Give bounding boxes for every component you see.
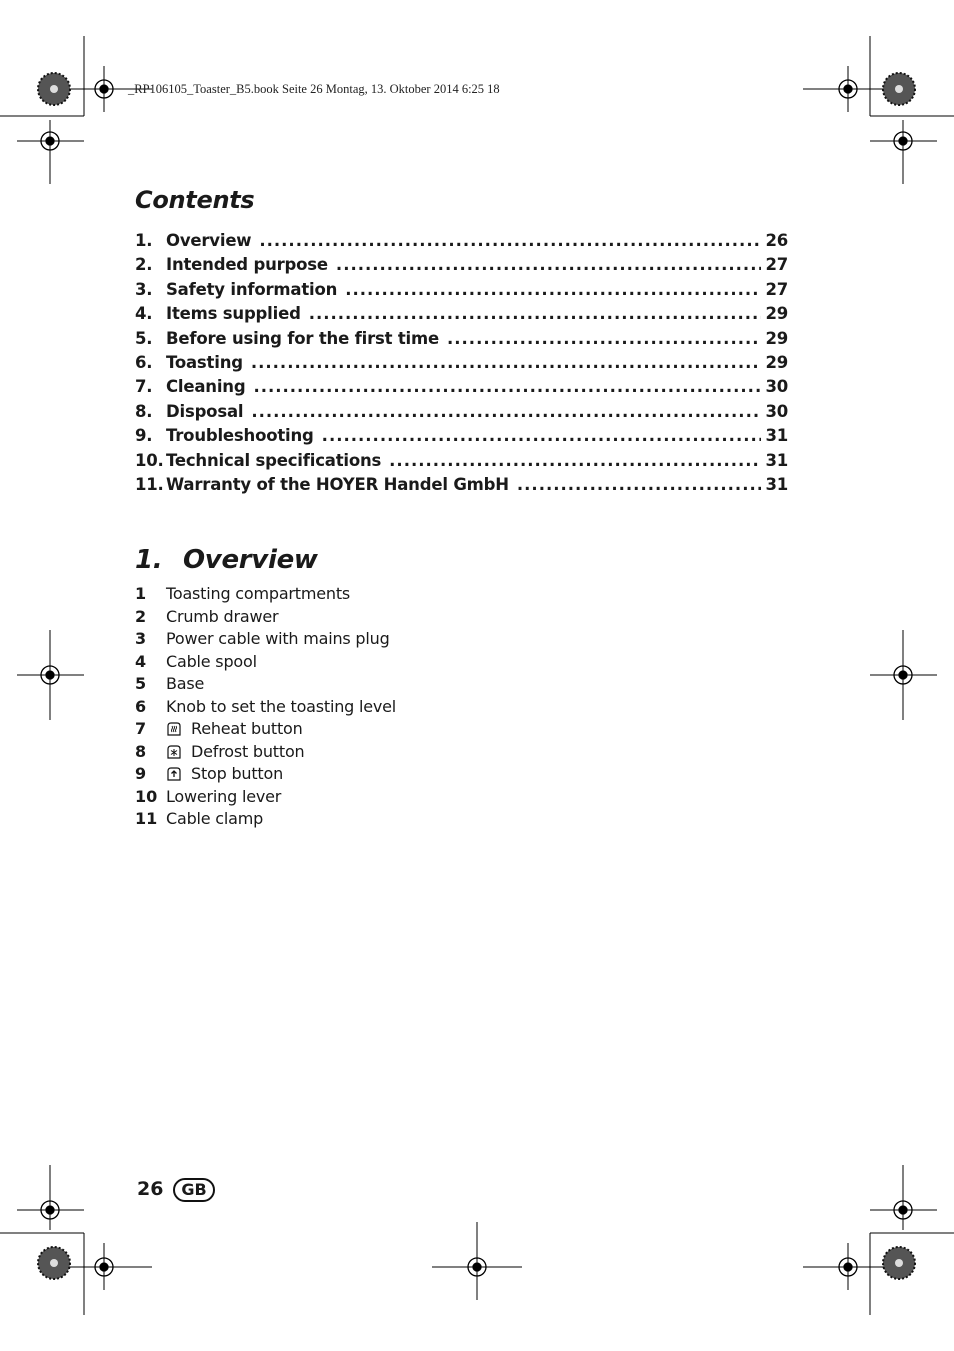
overview-item-number: 4	[135, 651, 147, 671]
page-number: 26	[137, 1178, 164, 1200]
overview-item-label: Reheat button	[191, 719, 303, 738]
toc-leader-dots	[517, 475, 762, 494]
toc-entry-title: Intended purpose	[166, 255, 328, 275]
toc-entry[interactable]	[135, 377, 788, 401]
overview-item-label: Cable clamp	[166, 809, 264, 828]
toc-entry-page: 31	[765, 450, 788, 470]
overview-item	[135, 674, 396, 697]
toc-leader-dots	[389, 451, 761, 470]
toc-entry[interactable]	[135, 353, 788, 377]
toc-entry-page: 31	[765, 474, 788, 494]
overview-item	[135, 652, 396, 675]
toc-entry-page: 29	[765, 352, 788, 372]
toc-entry-title: Troubleshooting	[166, 426, 314, 446]
overview-item-number: 8	[135, 741, 147, 761]
toc-entry-number: 4.	[135, 304, 153, 324]
overview-heading-title: Overview	[183, 545, 318, 575]
language-badge: GB	[173, 1178, 215, 1202]
overview-item	[135, 764, 396, 787]
print-file-header: _RP106105_Toaster_B5.book Seite 26 Montag, 13. Oktober 2014 6:25 18	[128, 82, 500, 96]
toc-entry[interactable]	[135, 329, 788, 353]
overview-item	[135, 697, 396, 720]
toc-entry[interactable]	[135, 426, 788, 450]
toc-entry[interactable]	[135, 451, 788, 475]
toc-entry-title: Items supplied	[166, 304, 301, 324]
overview-parts-list	[135, 584, 396, 832]
overview-item-label-wrap	[166, 697, 396, 716]
toc-entry-number: 5.	[135, 328, 153, 348]
toc-entry[interactable]	[135, 402, 788, 426]
overview-item-number: 7	[135, 719, 147, 738]
toc-entry-title: Disposal	[166, 401, 244, 421]
toc-entry-page: 30	[765, 401, 788, 421]
toc-entry-title: Before using for the first time	[166, 328, 439, 348]
overview-item-number: 11	[135, 809, 158, 828]
overview-item	[135, 607, 396, 630]
overview-item-label-wrap	[166, 652, 257, 671]
overview-item-label: Lowering lever	[166, 786, 282, 806]
overview-item-label-wrap	[166, 742, 304, 761]
toc-entry-title: Overview	[166, 231, 252, 250]
overview-item-label: Defrost button	[191, 741, 305, 761]
overview-item	[135, 742, 396, 765]
toc-entry-page: 29	[765, 328, 788, 348]
reheat-icon	[166, 720, 182, 736]
overview-item-number: 6	[135, 696, 147, 716]
overview-item	[135, 629, 396, 652]
overview-item-number: 3	[135, 629, 147, 648]
overview-item-label-wrap	[166, 764, 283, 783]
overview-item-label-wrap	[166, 719, 303, 738]
toc-entry[interactable]	[135, 231, 788, 255]
toc-entry-number: 1.	[135, 231, 153, 250]
overview-heading-number: 1.	[135, 545, 163, 575]
toc-leader-dots	[447, 329, 761, 348]
overview-item-label: Crumb drawer	[166, 606, 279, 626]
overview-item	[135, 584, 396, 607]
table-of-contents	[135, 231, 788, 499]
toc-entry-number: 10.	[135, 450, 164, 470]
overview-item-label: Base	[166, 674, 205, 693]
overview-item-label-wrap	[166, 629, 390, 648]
overview-item-label: Power cable with mains plug	[166, 629, 390, 648]
toc-entry-page: 27	[765, 279, 788, 299]
toc-entry[interactable]	[135, 304, 788, 328]
overview-item-label: Knob to set the toasting level	[166, 696, 397, 716]
toc-entry-number: 2.	[135, 255, 153, 275]
stop-icon	[166, 765, 182, 781]
toc-entry-title: Warranty of the HOYER Handel GmbH	[166, 474, 509, 494]
toc-leader-dots	[251, 353, 762, 372]
overview-item	[135, 787, 396, 810]
toc-entry-page: 31	[765, 426, 788, 446]
toc-entry-number: 11.	[135, 474, 164, 494]
overview-item-label: Stop button	[191, 764, 284, 783]
overview-item-number: 10	[135, 786, 158, 806]
overview-item	[135, 719, 396, 742]
toc-entry-title: Safety information	[166, 279, 338, 299]
overview-item-label: Cable spool	[166, 651, 257, 671]
overview-item-number: 5	[135, 674, 147, 693]
overview-item-number: 1	[135, 584, 147, 603]
toc-leader-dots	[345, 280, 761, 299]
overview-item-label-wrap	[166, 787, 281, 806]
overview-item	[135, 809, 396, 832]
overview-item-label-wrap	[166, 674, 204, 693]
toc-entry-title: Toasting	[166, 352, 243, 372]
overview-item-label-wrap	[166, 809, 263, 828]
toc-entry-number: 7.	[135, 377, 153, 397]
toc-leader-dots	[251, 402, 761, 421]
toc-entry-page: 27	[765, 255, 788, 275]
overview-item-number: 2	[135, 606, 147, 626]
toc-leader-dots	[336, 255, 762, 274]
overview-item-label-wrap	[166, 584, 350, 603]
toc-entry[interactable]	[135, 475, 788, 499]
toc-entry-page: 30	[765, 377, 788, 397]
toc-entry-number: 8.	[135, 401, 153, 421]
toc-entry[interactable]	[135, 280, 788, 304]
toc-entry-number: 6.	[135, 352, 153, 372]
toc-leader-dots	[322, 426, 762, 445]
toc-leader-dots	[259, 231, 761, 250]
toc-leader-dots	[309, 304, 762, 323]
toc-entry-page: 26	[765, 231, 788, 250]
toc-entry-title: Cleaning	[166, 377, 246, 397]
overview-item-number: 9	[135, 764, 147, 783]
toc-leader-dots	[253, 377, 761, 396]
toc-entry-page: 29	[765, 304, 788, 324]
overview-item-label: Toasting compartments	[166, 584, 351, 603]
defrost-icon	[166, 743, 182, 759]
toc-entry[interactable]	[135, 255, 788, 279]
toc-entry-number: 9.	[135, 426, 153, 446]
overview-heading	[135, 545, 318, 575]
toc-entry-number: 3.	[135, 279, 153, 299]
contents-heading: Contents	[135, 186, 255, 214]
toc-entry-title: Technical specifications	[166, 450, 382, 470]
overview-item-label-wrap	[166, 607, 278, 626]
